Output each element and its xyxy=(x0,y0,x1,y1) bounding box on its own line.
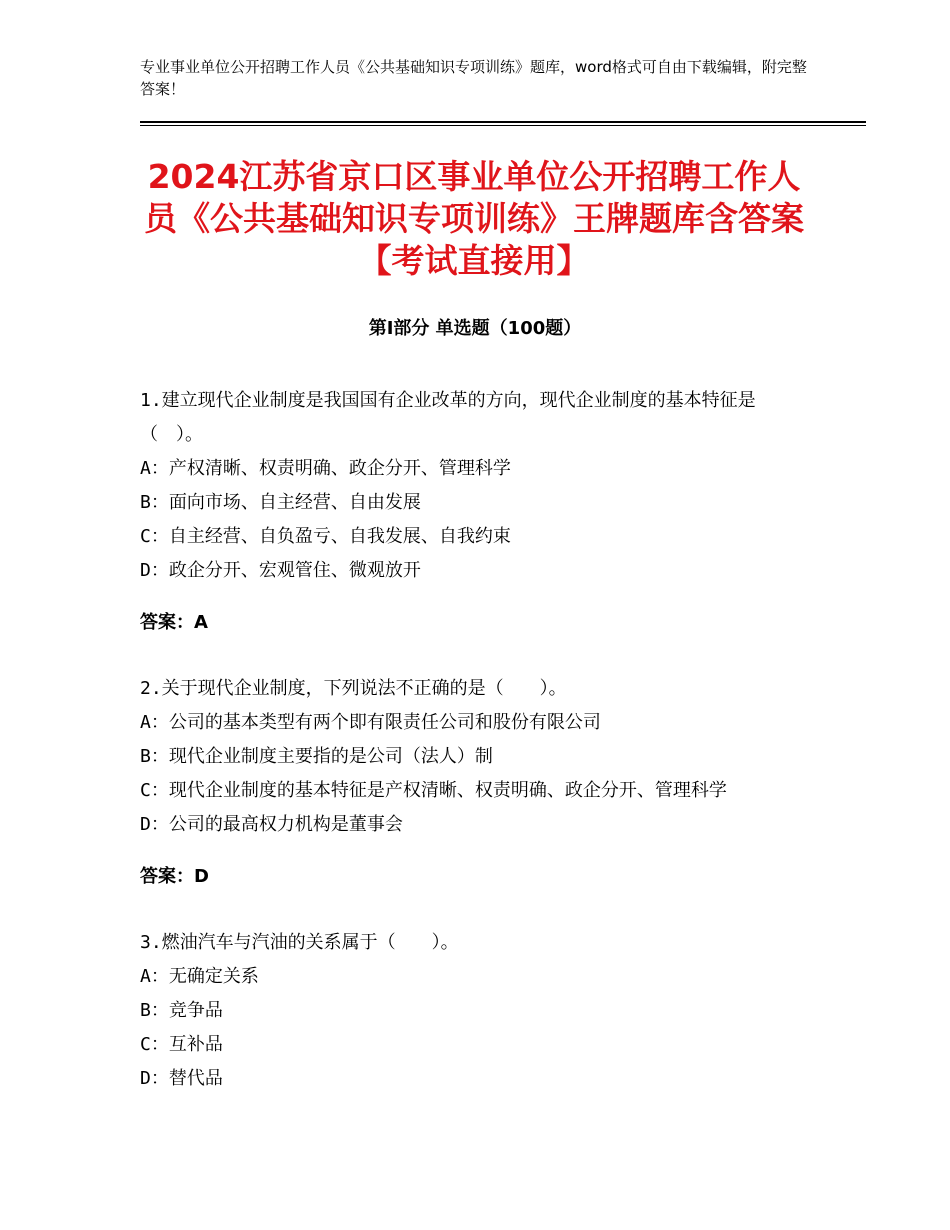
option-a: A：无确定关系 xyxy=(140,966,259,987)
answer-line: 答案：D xyxy=(140,866,209,887)
question-2 xyxy=(140,672,808,894)
option-d: D：替代品 xyxy=(140,1068,223,1089)
header-divider-thick xyxy=(140,121,866,123)
question-1 xyxy=(140,384,808,640)
header-divider-thin xyxy=(140,125,866,126)
section-heading: 第Ⅰ部分 单选题（100题） xyxy=(368,318,582,339)
answer-line: 答案：A xyxy=(140,612,208,633)
option-b: B：竞争品 xyxy=(140,1000,223,1021)
option-d: D：政企分开、宏观管住、微观放开 xyxy=(140,560,421,581)
question-stem: 3.燃油汽车与汽油的关系属于（ ）。 xyxy=(140,932,459,953)
question-3 xyxy=(140,926,808,1096)
option-c: C：自主经营、自负盈亏、自我发展、自我约束 xyxy=(140,526,511,547)
question-stem: 1.建立现代企业制度是我国国有企业改革的方向，现代企业制度的基本特征是（ ）。 xyxy=(140,390,756,445)
option-b: B：面向市场、自主经营、自由发展 xyxy=(140,492,421,513)
document-title: 2024江苏省京口区事业单位公开招聘工作人员《公共基础知识专项训练》王牌题库含答案【考试直接用】 xyxy=(144,157,804,280)
option-d: D：公司的最高权力机构是董事会 xyxy=(140,814,403,835)
option-c: C：互补品 xyxy=(140,1034,223,1055)
header-note: 专业事业单位公开招聘工作人员《公共基础知识专项训练》题库，word格式可自由下载编辑，附完整答案！ xyxy=(140,58,807,98)
option-a: A：公司的基本类型有两个即有限责任公司和股份有限公司 xyxy=(140,712,601,733)
question-list xyxy=(140,384,808,1128)
option-b: B：现代企业制度主要指的是公司（法人）制 xyxy=(140,746,493,767)
option-a: A：产权清晰、权责明确、政企分开、管理科学 xyxy=(140,458,511,479)
option-c: C：现代企业制度的基本特征是产权清晰、权责明确、政企分开、管理科学 xyxy=(140,780,727,801)
question-stem: 2.关于现代企业制度，下列说法不正确的是（ ）。 xyxy=(140,678,567,699)
